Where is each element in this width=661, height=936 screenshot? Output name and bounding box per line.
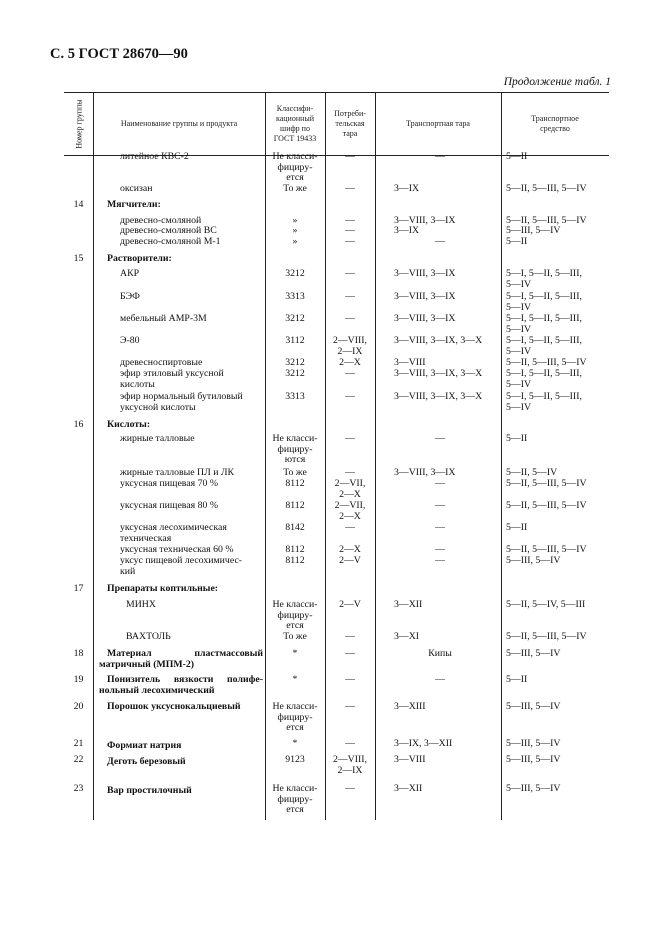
classification-code: » bbox=[292, 225, 298, 236]
consumer-tare: — bbox=[345, 151, 355, 162]
consumer-tare: — bbox=[345, 631, 355, 642]
classification-code: Не класси- фициру- ется bbox=[272, 783, 318, 815]
group-title-continued: матричный (МПМ-2) bbox=[99, 659, 194, 670]
classification-code: 3112 bbox=[285, 335, 305, 346]
transport-tare: 3—VIII bbox=[394, 754, 426, 765]
group-title: Растворители: bbox=[107, 253, 172, 264]
group-title: Порошок уксуснокальциевый bbox=[107, 701, 241, 712]
transport-tare: — bbox=[435, 674, 445, 685]
consumer-tare: — bbox=[345, 783, 355, 794]
transport-vehicle: 5—II bbox=[506, 433, 528, 444]
product-name: мебельный АМР-3М bbox=[120, 313, 207, 324]
group-title: Материал пластмассовый bbox=[107, 648, 263, 659]
consumer-tare: — bbox=[345, 433, 355, 444]
transport-tare: — bbox=[435, 555, 445, 566]
header-consumer-tare: Потреби- тельская тара bbox=[334, 108, 366, 138]
product-name: эфир этиловый уксусной кислоты bbox=[120, 368, 224, 390]
group-number: 22 bbox=[73, 754, 84, 765]
transport-tare: 3—VIII, 3—IX, 3—X bbox=[394, 368, 483, 379]
group-title: Кислоты: bbox=[107, 419, 151, 430]
product-name: ВАХТОЛЬ bbox=[126, 631, 171, 642]
product-name: МИНХ bbox=[126, 599, 156, 610]
transport-vehicle: 5—II bbox=[506, 674, 528, 685]
classification-code: * bbox=[292, 674, 298, 685]
group-title: Формиат натрия bbox=[107, 740, 182, 751]
transport-tare: 3—XI bbox=[394, 631, 420, 642]
consumer-tare: 2—VII, 2—X bbox=[334, 478, 366, 500]
consumer-tare: — bbox=[345, 701, 355, 712]
group-number: 20 bbox=[73, 701, 84, 712]
transport-tare: 3—XII bbox=[394, 783, 423, 794]
consumer-tare: — bbox=[345, 215, 355, 226]
consumer-tare: — bbox=[345, 648, 355, 659]
classification-code: 3313 bbox=[285, 391, 305, 402]
product-name: древесно-смоляной М-1 bbox=[120, 236, 221, 247]
transport-vehicle: 5—II, 5—III, 5—IV bbox=[506, 544, 587, 555]
header-classification-code: Классифи- кационный шифр по ГОСТ 19433 bbox=[273, 103, 317, 143]
classification-code: Не класси- фициру- ется bbox=[272, 599, 318, 631]
transport-tare: 3—VIII, 3—IX bbox=[394, 467, 456, 478]
classification-code: * bbox=[292, 648, 298, 659]
transport-tare: 3—VIII, 3—IX bbox=[394, 268, 456, 279]
classification-code: Не класси- фициру- ется bbox=[272, 151, 318, 183]
classification-code: 8112 bbox=[285, 500, 305, 511]
table-continuation-label: Продолжение табл. 1 bbox=[503, 76, 611, 88]
col-divider bbox=[375, 92, 376, 820]
group-title: Мягчители: bbox=[107, 199, 161, 210]
transport-vehicle: 5—III, 5—IV bbox=[506, 701, 561, 712]
transport-tare: 3—IX bbox=[394, 225, 420, 236]
consumer-tare: — bbox=[345, 236, 355, 247]
classification-code: То же bbox=[283, 467, 307, 478]
classification-code: » bbox=[292, 215, 298, 226]
group-title: Понизитель вязкости полифе- bbox=[107, 674, 263, 685]
group-number: 15 bbox=[73, 253, 84, 264]
transport-tare: 3—VIII bbox=[394, 357, 426, 368]
header-product-name: Наименование группы и продукта bbox=[120, 118, 238, 128]
transport-vehicle: 5—III, 5—IV bbox=[506, 738, 561, 749]
transport-tare: 3—VIII, 3—IX bbox=[394, 291, 456, 302]
product-name: АКР bbox=[120, 268, 140, 279]
product-name: эфир нормальный бутиловый уксусной кислоты bbox=[120, 391, 243, 413]
consumer-tare: 2—X bbox=[339, 357, 361, 368]
transport-tare: 3—IX, 3—XII bbox=[394, 738, 453, 749]
product-name: жирные талловые ПЛ и ЛК bbox=[120, 467, 235, 478]
consumer-tare: 2—V bbox=[339, 555, 361, 566]
page-header: С. 5 ГОСТ 28670—90 bbox=[50, 46, 188, 62]
product-name: древесно-смоляной ВС bbox=[120, 225, 217, 236]
consumer-tare: — bbox=[345, 291, 355, 302]
product-name: жирные талловые bbox=[120, 433, 195, 444]
consumer-tare: — bbox=[345, 522, 355, 533]
transport-tare: Кипы bbox=[428, 648, 452, 659]
transport-tare: 3—VIII, 3—IX, 3—X bbox=[394, 391, 483, 402]
transport-tare: — bbox=[435, 478, 445, 489]
transport-vehicle: 5—III, 5—IV bbox=[506, 225, 561, 236]
classification-code: 3212 bbox=[285, 268, 305, 279]
transport-vehicle: 5—II bbox=[506, 151, 528, 162]
classification-code: 8112 bbox=[285, 544, 305, 555]
product-name: литейное КВС-2 bbox=[120, 151, 189, 162]
transport-vehicle: 5—I, 5—II, 5—III, 5—IV bbox=[506, 313, 582, 335]
product-name: уксусная лесохимическая техническая bbox=[120, 522, 227, 544]
products-table bbox=[64, 92, 609, 820]
consumer-tare: — bbox=[345, 225, 355, 236]
transport-tare: — bbox=[435, 433, 445, 444]
classification-code: То же bbox=[283, 183, 307, 194]
group-number: 14 bbox=[73, 199, 84, 210]
transport-tare: — bbox=[435, 522, 445, 533]
group-number: 23 bbox=[73, 783, 84, 794]
consumer-tare: — bbox=[345, 368, 355, 379]
group-number: 19 bbox=[73, 674, 84, 685]
transport-tare: — bbox=[435, 151, 445, 162]
transport-vehicle: 5—II bbox=[506, 236, 528, 247]
transport-tare: — bbox=[435, 236, 445, 247]
classification-code: Не класси- фициру- ются bbox=[272, 433, 318, 465]
product-name: древесно-смоляной bbox=[120, 215, 202, 226]
col-divider bbox=[501, 92, 502, 820]
product-name: древесноспиртовые bbox=[120, 357, 203, 368]
classification-code: » bbox=[292, 236, 298, 247]
product-name: уксусная пищевая 80 % bbox=[120, 500, 219, 511]
consumer-tare: 2—V bbox=[339, 599, 361, 610]
consumer-tare: — bbox=[345, 391, 355, 402]
transport-tare: 3—XIII bbox=[394, 701, 426, 712]
transport-vehicle: 5—I, 5—II, 5—III, 5—IV bbox=[506, 335, 582, 357]
consumer-tare: 2—VIII, 2—IX bbox=[332, 754, 367, 776]
col-divider bbox=[93, 92, 94, 820]
classification-code: 9123 bbox=[285, 754, 305, 765]
group-number: 17 bbox=[73, 583, 84, 594]
classification-code: 3313 bbox=[285, 291, 305, 302]
group-title: Вар простилочный bbox=[107, 785, 192, 796]
header-transport-tare: Транспортная тара bbox=[406, 118, 470, 128]
transport-vehicle: 5—II, 5—III, 5—IV bbox=[506, 631, 587, 642]
consumer-tare: — bbox=[345, 738, 355, 749]
product-name: оксизан bbox=[120, 183, 153, 194]
consumer-tare: — bbox=[345, 674, 355, 685]
transport-vehicle: 5—III, 5—IV bbox=[506, 555, 561, 566]
classification-code: То же bbox=[283, 631, 307, 642]
group-number: 16 bbox=[73, 419, 84, 430]
transport-vehicle: 5—II, 5—III, 5—IV bbox=[506, 357, 587, 368]
transport-tare: 3—VIII, 3—IX, 3—X bbox=[394, 335, 483, 346]
transport-vehicle: 5—II, 5—III, 5—IV bbox=[506, 183, 587, 194]
classification-code: 3212 bbox=[285, 368, 305, 379]
consumer-tare: — bbox=[345, 268, 355, 279]
classification-code: 3212 bbox=[285, 313, 305, 324]
transport-vehicle: 5—III, 5—IV bbox=[506, 754, 561, 765]
product-name: уксусная техническая 60 % bbox=[120, 544, 234, 555]
consumer-tare: 2—VIII, 2—IX bbox=[332, 335, 367, 357]
transport-vehicle: 5—II, 5—III, 5—IV bbox=[506, 215, 587, 226]
transport-vehicle: 5—III, 5—IV bbox=[506, 783, 561, 794]
transport-vehicle: 5—II, 5—IV, 5—III bbox=[506, 599, 586, 610]
transport-vehicle: 5—III, 5—IV bbox=[506, 648, 561, 659]
transport-tare: 3—VIII, 3—IX bbox=[394, 313, 456, 324]
header-vehicle: Транспортное средство bbox=[531, 113, 579, 133]
consumer-tare: 2—X bbox=[339, 544, 361, 555]
consumer-tare: — bbox=[345, 183, 355, 194]
consumer-tare: — bbox=[345, 313, 355, 324]
transport-vehicle: 5—I, 5—II, 5—III, 5—IV bbox=[506, 291, 582, 313]
transport-vehicle: 5—I, 5—II, 5—III, 5—IV bbox=[506, 391, 582, 413]
consumer-tare: 2—VII, 2—X bbox=[334, 500, 366, 522]
transport-vehicle: 5—I, 5—II, 5—III, 5—IV bbox=[506, 368, 582, 390]
product-name: Э-80 bbox=[120, 335, 140, 346]
transport-vehicle: 5—II, 5—III, 5—IV bbox=[506, 478, 587, 489]
group-title: Деготь березовый bbox=[107, 756, 186, 767]
transport-tare: — bbox=[435, 544, 445, 555]
transport-vehicle: 5—II, 5—IV bbox=[506, 467, 558, 478]
transport-vehicle: 5—II bbox=[506, 522, 528, 533]
classification-code: 8112 bbox=[285, 555, 305, 566]
group-title: Препараты коптильные: bbox=[107, 583, 219, 594]
classification-code: 8112 bbox=[285, 478, 305, 489]
transport-vehicle: 5—I, 5—II, 5—III, 5—IV bbox=[506, 268, 582, 290]
transport-tare: 3—IX bbox=[394, 183, 420, 194]
group-number: 21 bbox=[73, 738, 84, 749]
transport-tare: 3—VIII, 3—IX bbox=[394, 215, 456, 226]
product-name: БЭФ bbox=[120, 291, 140, 302]
classification-code: * bbox=[292, 738, 298, 749]
classification-code: Не класси- фициру- ется bbox=[272, 701, 318, 733]
transport-vehicle: 5—II, 5—III, 5—IV bbox=[506, 500, 587, 511]
product-name: уксусная пищевая 70 % bbox=[120, 478, 219, 489]
transport-tare: 3—XII bbox=[394, 599, 423, 610]
product-name: уксус пищевой лесохимичес- кий bbox=[120, 555, 243, 577]
transport-tare: — bbox=[435, 500, 445, 511]
consumer-tare: — bbox=[345, 467, 355, 478]
header-group-number: Номер группы bbox=[74, 98, 83, 149]
classification-code: 8142 bbox=[285, 522, 305, 533]
classification-code: 3212 bbox=[285, 357, 305, 368]
group-title-continued: нольный лесохимический bbox=[99, 685, 215, 696]
group-number: 18 bbox=[73, 648, 84, 659]
